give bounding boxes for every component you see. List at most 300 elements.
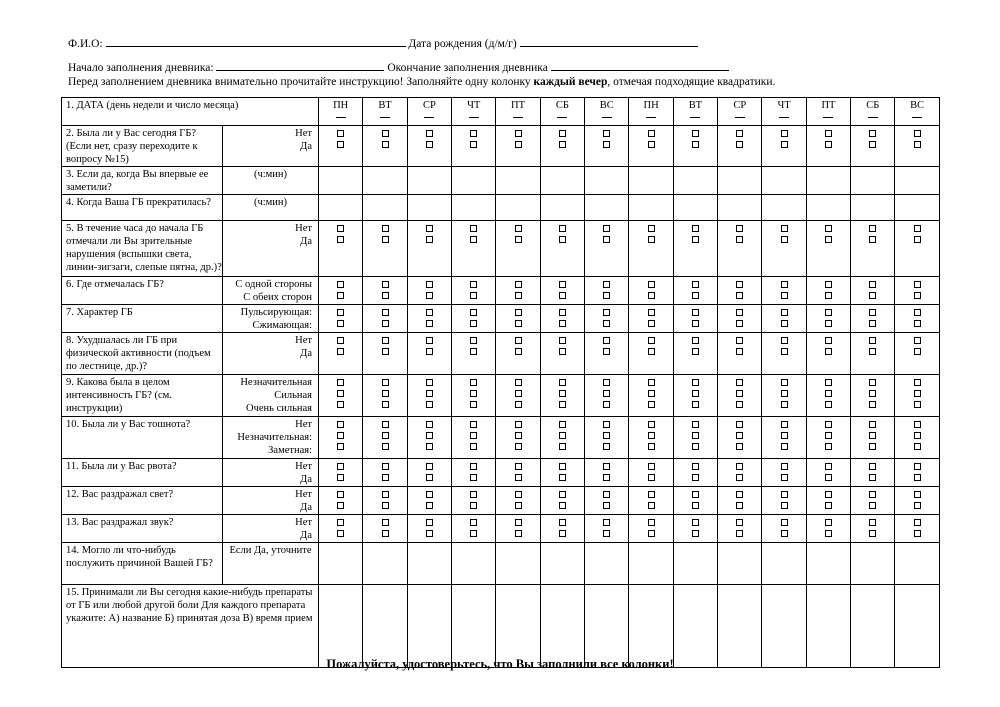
date-entry-line[interactable] [646, 117, 656, 118]
answer-checkbox[interactable] [603, 390, 610, 397]
answer-cell[interactable] [540, 167, 584, 195]
answer-checkbox[interactable] [648, 401, 655, 408]
answer-checkbox[interactable] [559, 281, 566, 288]
answer-checkbox[interactable] [648, 443, 655, 450]
answer-checkbox[interactable] [426, 309, 433, 316]
answer-checkbox[interactable] [426, 491, 433, 498]
answer-checkbox[interactable] [337, 225, 344, 232]
answer-checkbox[interactable] [692, 401, 699, 408]
answer-cell[interactable] [407, 195, 451, 221]
answer-checkbox[interactable] [515, 141, 522, 148]
answer-checkbox[interactable] [470, 401, 477, 408]
date-entry-line[interactable] [868, 117, 878, 118]
answer-checkbox[interactable] [603, 519, 610, 526]
answer-checkbox[interactable] [426, 236, 433, 243]
answer-checkbox[interactable] [559, 474, 566, 481]
answer-checkbox[interactable] [692, 432, 699, 439]
answer-checkbox[interactable] [781, 130, 788, 137]
answer-checkbox[interactable] [781, 348, 788, 355]
answer-checkbox[interactable] [914, 519, 921, 526]
answer-checkbox[interactable] [825, 130, 832, 137]
answer-checkbox[interactable] [426, 390, 433, 397]
answer-checkbox[interactable] [426, 502, 433, 509]
answer-checkbox[interactable] [382, 530, 389, 537]
answer-checkbox[interactable] [603, 337, 610, 344]
fio-field[interactable] [106, 36, 406, 47]
answer-checkbox[interactable] [825, 390, 832, 397]
answer-checkbox[interactable] [736, 463, 743, 470]
answer-checkbox[interactable] [515, 281, 522, 288]
answer-checkbox[interactable] [736, 281, 743, 288]
answer-checkbox[interactable] [869, 421, 876, 428]
answer-checkbox[interactable] [914, 281, 921, 288]
answer-checkbox[interactable] [825, 530, 832, 537]
answer-checkbox[interactable] [781, 320, 788, 327]
answer-checkbox[interactable] [470, 443, 477, 450]
answer-checkbox[interactable] [559, 348, 566, 355]
answer-checkbox[interactable] [559, 236, 566, 243]
answer-checkbox[interactable] [559, 320, 566, 327]
answer-checkbox[interactable] [515, 519, 522, 526]
answer-checkbox[interactable] [869, 530, 876, 537]
answer-checkbox[interactable] [559, 443, 566, 450]
answer-checkbox[interactable] [515, 337, 522, 344]
answer-checkbox[interactable] [648, 141, 655, 148]
answer-checkbox[interactable] [337, 141, 344, 148]
answer-checkbox[interactable] [337, 348, 344, 355]
answer-checkbox[interactable] [648, 502, 655, 509]
answer-checkbox[interactable] [603, 432, 610, 439]
answer-checkbox[interactable] [869, 463, 876, 470]
answer-checkbox[interactable] [914, 141, 921, 148]
answer-checkbox[interactable] [382, 443, 389, 450]
answer-checkbox[interactable] [825, 421, 832, 428]
answer-checkbox[interactable] [914, 320, 921, 327]
answer-checkbox[interactable] [382, 292, 389, 299]
answer-checkbox[interactable] [382, 281, 389, 288]
answer-checkbox[interactable] [382, 474, 389, 481]
answer-checkbox[interactable] [337, 432, 344, 439]
answer-checkbox[interactable] [648, 309, 655, 316]
answer-checkbox[interactable] [515, 236, 522, 243]
answer-checkbox[interactable] [559, 502, 566, 509]
answer-checkbox[interactable] [559, 337, 566, 344]
answer-checkbox[interactable] [869, 474, 876, 481]
answer-checkbox[interactable] [603, 530, 610, 537]
answer-checkbox[interactable] [382, 491, 389, 498]
answer-checkbox[interactable] [426, 421, 433, 428]
answer-checkbox[interactable] [515, 130, 522, 137]
answer-checkbox[interactable] [426, 320, 433, 327]
answer-checkbox[interactable] [692, 309, 699, 316]
date-entry-line[interactable] [336, 117, 346, 118]
answer-checkbox[interactable] [470, 421, 477, 428]
date-entry-line[interactable] [557, 117, 567, 118]
answer-cell[interactable] [806, 543, 850, 585]
answer-checkbox[interactable] [914, 309, 921, 316]
answer-checkbox[interactable] [603, 502, 610, 509]
answer-checkbox[interactable] [825, 348, 832, 355]
answer-checkbox[interactable] [736, 474, 743, 481]
answer-checkbox[interactable] [736, 502, 743, 509]
answer-checkbox[interactable] [603, 309, 610, 316]
answer-checkbox[interactable] [337, 320, 344, 327]
answer-checkbox[interactable] [337, 130, 344, 137]
answer-checkbox[interactable] [382, 225, 389, 232]
answer-checkbox[interactable] [337, 530, 344, 537]
answer-cell[interactable] [851, 195, 895, 221]
answer-cell[interactable] [718, 167, 762, 195]
answer-checkbox[interactable] [470, 320, 477, 327]
answer-cell[interactable] [718, 585, 762, 668]
answer-checkbox[interactable] [869, 320, 876, 327]
answer-checkbox[interactable] [470, 519, 477, 526]
answer-checkbox[interactable] [603, 379, 610, 386]
answer-cell[interactable] [363, 543, 407, 585]
answer-cell[interactable] [319, 585, 363, 668]
answer-cell[interactable] [673, 167, 717, 195]
answer-checkbox[interactable] [648, 320, 655, 327]
date-entry-line[interactable] [823, 117, 833, 118]
answer-checkbox[interactable] [736, 236, 743, 243]
answer-checkbox[interactable] [825, 401, 832, 408]
answer-checkbox[interactable] [736, 432, 743, 439]
answer-checkbox[interactable] [603, 281, 610, 288]
answer-checkbox[interactable] [736, 348, 743, 355]
answer-checkbox[interactable] [781, 281, 788, 288]
answer-checkbox[interactable] [692, 530, 699, 537]
answer-checkbox[interactable] [470, 379, 477, 386]
answer-checkbox[interactable] [559, 421, 566, 428]
answer-cell[interactable] [585, 543, 629, 585]
answer-checkbox[interactable] [914, 292, 921, 299]
answer-checkbox[interactable] [382, 390, 389, 397]
answer-cell[interactable] [895, 167, 939, 195]
answer-cell[interactable] [585, 195, 629, 221]
answer-checkbox[interactable] [426, 379, 433, 386]
answer-checkbox[interactable] [470, 474, 477, 481]
answer-checkbox[interactable] [382, 236, 389, 243]
answer-checkbox[interactable] [515, 225, 522, 232]
answer-checkbox[interactable] [382, 401, 389, 408]
answer-checkbox[interactable] [515, 401, 522, 408]
answer-checkbox[interactable] [825, 474, 832, 481]
answer-checkbox[interactable] [470, 337, 477, 344]
answer-checkbox[interactable] [825, 236, 832, 243]
answer-checkbox[interactable] [515, 390, 522, 397]
answer-checkbox[interactable] [692, 320, 699, 327]
answer-checkbox[interactable] [515, 491, 522, 498]
answer-checkbox[interactable] [648, 225, 655, 232]
answer-checkbox[interactable] [869, 443, 876, 450]
answer-checkbox[interactable] [470, 530, 477, 537]
answer-checkbox[interactable] [781, 502, 788, 509]
answer-checkbox[interactable] [559, 225, 566, 232]
answer-checkbox[interactable] [382, 432, 389, 439]
answer-checkbox[interactable] [736, 401, 743, 408]
answer-checkbox[interactable] [648, 130, 655, 137]
answer-checkbox[interactable] [648, 491, 655, 498]
answer-checkbox[interactable] [736, 309, 743, 316]
answer-cell[interactable] [673, 543, 717, 585]
date-entry-line[interactable] [513, 117, 523, 118]
answer-cell[interactable] [452, 543, 496, 585]
answer-checkbox[interactable] [382, 309, 389, 316]
answer-checkbox[interactable] [337, 281, 344, 288]
answer-checkbox[interactable] [692, 421, 699, 428]
answer-checkbox[interactable] [781, 390, 788, 397]
answer-checkbox[interactable] [559, 432, 566, 439]
answer-checkbox[interactable] [825, 320, 832, 327]
answer-checkbox[interactable] [781, 474, 788, 481]
answer-checkbox[interactable] [470, 309, 477, 316]
answer-checkbox[interactable] [869, 519, 876, 526]
answer-checkbox[interactable] [736, 225, 743, 232]
answer-checkbox[interactable] [869, 225, 876, 232]
answer-checkbox[interactable] [781, 530, 788, 537]
answer-checkbox[interactable] [825, 491, 832, 498]
answer-checkbox[interactable] [382, 348, 389, 355]
answer-checkbox[interactable] [603, 348, 610, 355]
answer-cell[interactable] [895, 585, 939, 668]
answer-checkbox[interactable] [470, 502, 477, 509]
answer-cell[interactable] [496, 195, 540, 221]
answer-checkbox[interactable] [337, 491, 344, 498]
answer-checkbox[interactable] [825, 432, 832, 439]
answer-checkbox[interactable] [426, 463, 433, 470]
answer-checkbox[interactable] [648, 519, 655, 526]
answer-checkbox[interactable] [470, 281, 477, 288]
answer-checkbox[interactable] [515, 421, 522, 428]
answer-checkbox[interactable] [781, 379, 788, 386]
answer-checkbox[interactable] [914, 337, 921, 344]
answer-cell[interactable] [895, 195, 939, 221]
answer-checkbox[interactable] [470, 236, 477, 243]
answer-cell[interactable] [452, 167, 496, 195]
answer-checkbox[interactable] [692, 502, 699, 509]
answer-checkbox[interactable] [825, 337, 832, 344]
answer-checkbox[interactable] [382, 519, 389, 526]
answer-checkbox[interactable] [470, 463, 477, 470]
answer-checkbox[interactable] [515, 432, 522, 439]
answer-checkbox[interactable] [914, 502, 921, 509]
answer-checkbox[interactable] [515, 463, 522, 470]
answer-cell[interactable] [363, 585, 407, 668]
answer-checkbox[interactable] [337, 443, 344, 450]
answer-checkbox[interactable] [426, 281, 433, 288]
answer-checkbox[interactable] [692, 141, 699, 148]
answer-checkbox[interactable] [869, 491, 876, 498]
answer-checkbox[interactable] [648, 337, 655, 344]
answer-checkbox[interactable] [515, 530, 522, 537]
answer-cell[interactable] [762, 585, 806, 668]
date-entry-line[interactable] [602, 117, 612, 118]
answer-checkbox[interactable] [914, 225, 921, 232]
answer-checkbox[interactable] [781, 421, 788, 428]
answer-cell[interactable] [496, 543, 540, 585]
answer-checkbox[interactable] [781, 337, 788, 344]
answer-checkbox[interactable] [603, 463, 610, 470]
answer-checkbox[interactable] [382, 502, 389, 509]
answer-cell[interactable] [407, 167, 451, 195]
answer-checkbox[interactable] [559, 463, 566, 470]
answer-checkbox[interactable] [337, 421, 344, 428]
answer-checkbox[interactable] [382, 421, 389, 428]
answer-checkbox[interactable] [869, 432, 876, 439]
answer-checkbox[interactable] [382, 130, 389, 137]
answer-cell[interactable] [718, 543, 762, 585]
answer-cell[interactable] [629, 543, 673, 585]
answer-checkbox[interactable] [736, 519, 743, 526]
answer-checkbox[interactable] [781, 309, 788, 316]
answer-checkbox[interactable] [337, 474, 344, 481]
answer-checkbox[interactable] [692, 379, 699, 386]
answer-checkbox[interactable] [869, 130, 876, 137]
answer-cell[interactable] [806, 195, 850, 221]
answer-checkbox[interactable] [337, 236, 344, 243]
answer-checkbox[interactable] [426, 530, 433, 537]
answer-checkbox[interactable] [692, 519, 699, 526]
dob-field[interactable] [520, 36, 698, 47]
answer-checkbox[interactable] [914, 463, 921, 470]
answer-checkbox[interactable] [515, 292, 522, 299]
answer-checkbox[interactable] [914, 432, 921, 439]
date-entry-line[interactable] [380, 117, 390, 118]
answer-checkbox[interactable] [692, 474, 699, 481]
answer-checkbox[interactable] [382, 379, 389, 386]
answer-checkbox[interactable] [692, 130, 699, 137]
answer-checkbox[interactable] [603, 421, 610, 428]
answer-checkbox[interactable] [382, 141, 389, 148]
answer-checkbox[interactable] [692, 337, 699, 344]
answer-checkbox[interactable] [382, 320, 389, 327]
answer-checkbox[interactable] [603, 225, 610, 232]
answer-checkbox[interactable] [559, 401, 566, 408]
answer-checkbox[interactable] [337, 519, 344, 526]
answer-checkbox[interactable] [470, 225, 477, 232]
answer-cell[interactable] [895, 543, 939, 585]
answer-cell[interactable] [319, 543, 363, 585]
answer-checkbox[interactable] [426, 401, 433, 408]
answer-checkbox[interactable] [825, 502, 832, 509]
answer-checkbox[interactable] [781, 491, 788, 498]
answer-checkbox[interactable] [736, 320, 743, 327]
answer-checkbox[interactable] [470, 130, 477, 137]
answer-checkbox[interactable] [559, 309, 566, 316]
answer-checkbox[interactable] [869, 309, 876, 316]
answer-cell[interactable] [806, 167, 850, 195]
answer-cell[interactable] [319, 195, 363, 221]
answer-checkbox[interactable] [781, 141, 788, 148]
end-field[interactable] [551, 60, 729, 71]
answer-checkbox[interactable] [825, 519, 832, 526]
answer-checkbox[interactable] [736, 530, 743, 537]
answer-checkbox[interactable] [692, 491, 699, 498]
answer-checkbox[interactable] [648, 390, 655, 397]
answer-checkbox[interactable] [914, 421, 921, 428]
answer-checkbox[interactable] [914, 491, 921, 498]
answer-checkbox[interactable] [648, 474, 655, 481]
answer-checkbox[interactable] [914, 390, 921, 397]
answer-cell[interactable] [585, 585, 629, 668]
answer-checkbox[interactable] [426, 443, 433, 450]
start-field[interactable] [216, 60, 384, 71]
date-entry-line[interactable] [469, 117, 479, 118]
answer-checkbox[interactable] [603, 443, 610, 450]
answer-checkbox[interactable] [337, 401, 344, 408]
answer-checkbox[interactable] [382, 463, 389, 470]
answer-checkbox[interactable] [426, 141, 433, 148]
date-entry-line[interactable] [424, 117, 434, 118]
answer-checkbox[interactable] [426, 292, 433, 299]
answer-checkbox[interactable] [515, 474, 522, 481]
answer-checkbox[interactable] [869, 502, 876, 509]
answer-checkbox[interactable] [869, 390, 876, 397]
answer-cell[interactable] [762, 167, 806, 195]
answer-checkbox[interactable] [825, 141, 832, 148]
answer-checkbox[interactable] [515, 348, 522, 355]
answer-checkbox[interactable] [426, 474, 433, 481]
answer-checkbox[interactable] [736, 491, 743, 498]
answer-cell[interactable] [407, 585, 451, 668]
answer-checkbox[interactable] [781, 236, 788, 243]
answer-cell[interactable] [496, 167, 540, 195]
answer-cell[interactable] [718, 195, 762, 221]
answer-checkbox[interactable] [559, 292, 566, 299]
answer-checkbox[interactable] [825, 463, 832, 470]
answer-checkbox[interactable] [648, 379, 655, 386]
answer-checkbox[interactable] [337, 379, 344, 386]
answer-checkbox[interactable] [648, 348, 655, 355]
answer-checkbox[interactable] [825, 443, 832, 450]
answer-cell[interactable] [851, 543, 895, 585]
answer-checkbox[interactable] [515, 502, 522, 509]
answer-checkbox[interactable] [559, 519, 566, 526]
answer-cell[interactable] [452, 195, 496, 221]
answer-cell[interactable] [363, 195, 407, 221]
answer-checkbox[interactable] [914, 401, 921, 408]
answer-cell[interactable] [540, 543, 584, 585]
answer-checkbox[interactable] [869, 141, 876, 148]
answer-checkbox[interactable] [470, 141, 477, 148]
answer-checkbox[interactable] [736, 421, 743, 428]
answer-checkbox[interactable] [337, 463, 344, 470]
answer-checkbox[interactable] [736, 130, 743, 137]
answer-cell[interactable] [363, 167, 407, 195]
answer-checkbox[interactable] [337, 292, 344, 299]
answer-checkbox[interactable] [470, 491, 477, 498]
date-entry-line[interactable] [779, 117, 789, 118]
answer-checkbox[interactable] [648, 421, 655, 428]
answer-checkbox[interactable] [914, 130, 921, 137]
answer-cell[interactable] [319, 167, 363, 195]
answer-checkbox[interactable] [603, 141, 610, 148]
answer-checkbox[interactable] [337, 309, 344, 316]
answer-checkbox[interactable] [781, 519, 788, 526]
answer-checkbox[interactable] [692, 292, 699, 299]
answer-checkbox[interactable] [559, 491, 566, 498]
answer-checkbox[interactable] [869, 236, 876, 243]
answer-checkbox[interactable] [603, 474, 610, 481]
answer-checkbox[interactable] [914, 474, 921, 481]
answer-checkbox[interactable] [914, 530, 921, 537]
answer-checkbox[interactable] [426, 432, 433, 439]
answer-checkbox[interactable] [603, 292, 610, 299]
answer-checkbox[interactable] [914, 379, 921, 386]
answer-checkbox[interactable] [648, 281, 655, 288]
answer-checkbox[interactable] [914, 443, 921, 450]
answer-checkbox[interactable] [781, 443, 788, 450]
